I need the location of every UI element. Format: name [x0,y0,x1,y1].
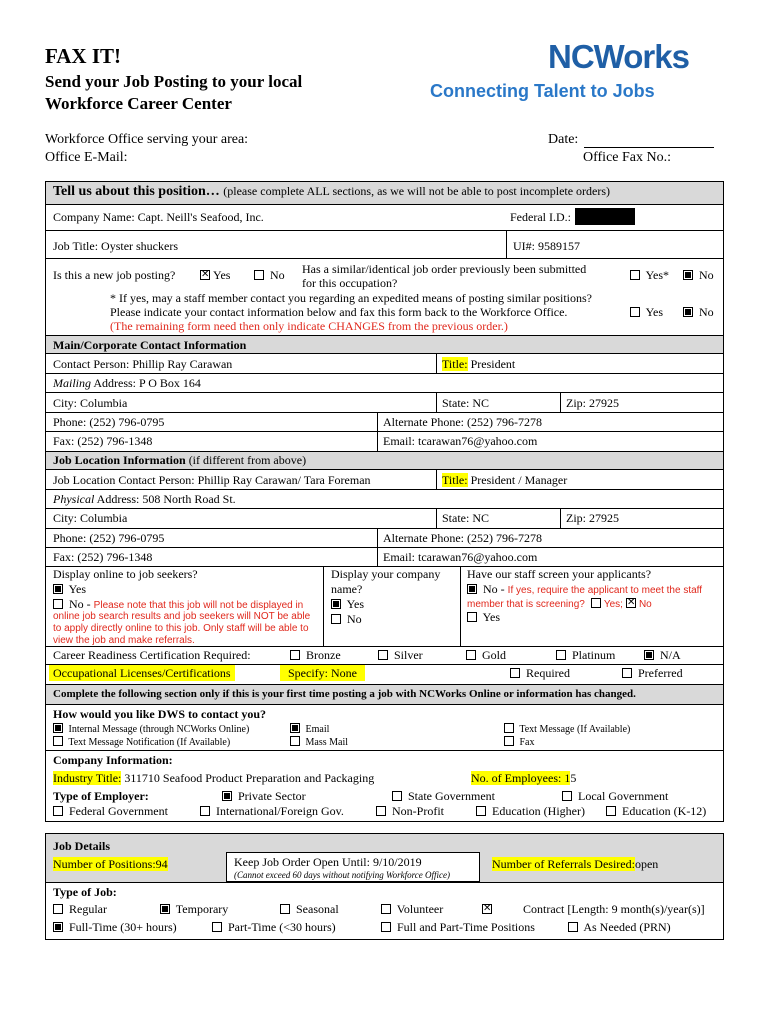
checkbox-icon[interactable] [568,922,578,932]
checkbox-icon[interactable] [53,599,63,609]
display-company-no[interactable]: No [331,612,362,627]
federal-id-label: Federal I.D.: [510,210,571,224]
screen-no[interactable]: No - If yes, require the applicant to meet the staff [467,582,702,597]
cert-bronze[interactable]: Bronze [290,648,341,663]
checkbox-icon[interactable] [467,612,477,622]
date-field-line[interactable] [584,147,714,148]
location-title: Title: President / Manager [442,473,568,487]
checkbox-icon[interactable] [290,736,300,746]
contact-yes[interactable]: Yes [630,305,663,320]
occ-specify: Specify: None [280,666,365,681]
job-type-as-needed[interactable]: As Needed (PRN) [568,920,671,935]
checkbox-icon[interactable] [280,904,290,914]
checkbox-icon[interactable] [556,650,566,660]
employer-intl-gov[interactable]: International/Foreign Gov. [200,804,344,819]
cert-na[interactable]: N/A [644,648,681,663]
checkbox-icon[interactable] [622,668,632,678]
career-readiness-label: Career Readiness Certification Required: [53,648,251,662]
job-type-temporary[interactable]: Temporary [160,902,228,917]
job-type-volunteer[interactable]: Volunteer [381,902,443,917]
location-phone: Phone: (252) 796-0795 [53,531,165,545]
employer-edu-k12[interactable]: Education (K-12) [606,804,706,819]
display-company-yes[interactable]: Yes [331,597,364,612]
checkbox-icon[interactable] [466,650,476,660]
company-name: Company Name: Capt. Neill's Seafood, Inc. [53,210,264,224]
checkbox-icon[interactable] [212,922,222,932]
employer-edu-higher[interactable]: Education (Higher) [476,804,585,819]
office-serving-label: Workforce Office serving your area: [45,132,249,147]
subtitle-line2: Workforce Career Center [45,94,232,113]
employer-local-gov[interactable]: Local Government [562,789,668,804]
main-email: Email: tcarawan76@yahoo.com [383,434,538,448]
checkbox-icon[interactable] [254,270,264,280]
occ-required[interactable]: Required [510,666,570,681]
main-title: Title: President [442,357,516,371]
form-title: FAX IT! [45,44,122,68]
screen-yes[interactable]: Yes [467,610,500,625]
checkbox-icon[interactable] [504,736,514,746]
company-info-heading: Company Information: [53,753,173,767]
main-fax: Fax: (252) 796-1348 [53,434,153,448]
checkbox-icon[interactable] [562,791,572,801]
industry-title: Industry Title: 311710 Seafood Product Preparation and Packaging [53,771,375,785]
checkbox-icon[interactable] [591,598,601,608]
contact-person: Contact Person: Phillip Ray Carawan [53,357,233,371]
checkbox-icon[interactable] [630,307,640,317]
logo-tagline: Connecting Talent to Jobs [430,81,655,101]
checkbox-icon[interactable] [53,584,63,594]
location-state: State: NC [442,511,489,525]
similar-no[interactable]: No [683,268,714,283]
keep-open-until: Keep Job Order Open Until: 9/10/2019 [234,855,422,869]
date-label: Date: [548,132,579,147]
number-of-positions: Number of Positions:94 [53,857,168,871]
checkbox-icon[interactable] [467,584,477,594]
main-phone: Phone: (252) 796-0795 [53,415,165,429]
display-company-question1: Display your company [331,567,441,581]
main-contact-heading: Main/Corporate Contact Information [53,338,247,352]
physical-address: Physical Address: 508 North Road St. [53,492,236,506]
office-email-label: Office E-Mail: [45,150,128,165]
new-posting-question: Is this a new job posting? [53,268,176,282]
job-type-full-time[interactable]: Full-Time (30+ hours) [53,920,177,935]
checkbox-icon[interactable] [200,806,210,816]
checkbox-icon[interactable] [53,723,63,733]
employer-nonprofit[interactable]: Non-Profit [376,804,444,819]
checkbox-icon[interactable] [683,307,693,317]
display-online-question: Display online to job seekers? [53,567,198,581]
job-location-heading: Job Location Information (if different from above) [53,453,307,467]
checkbox-icon[interactable] [53,736,63,746]
employer-type-label: Type of Employer: [53,789,149,803]
checkbox-icon[interactable] [160,904,170,914]
cert-gold[interactable]: Gold [466,648,506,663]
occ-licenses: Occupational Licenses/Certifications [49,666,235,681]
checkbox-icon[interactable] [222,791,232,801]
checkbox-icon[interactable] [683,270,693,280]
cert-platinum[interactable]: Platinum [556,648,615,663]
location-fax: Fax: (252) 796-1348 [53,550,153,564]
similar-yes[interactable]: Yes* [630,268,669,283]
online-note3: to apply directly online to this job. Only staff will be able to [53,623,309,634]
location-email: Email: tcarawan76@yahoo.com [383,550,538,564]
checkbox-icon[interactable] [381,904,391,914]
new-posting-no[interactable]: No [254,268,285,283]
employer-state-gov[interactable]: State Government [392,789,495,804]
contact-fax[interactable]: Fax [504,736,535,748]
contact-note2: Please indicate your contact information below and fax this form back to the Workforce Office. [110,305,568,319]
employer-federal-gov[interactable]: Federal Government [53,804,168,819]
location-zip: Zip: 27925 [566,511,619,525]
job-type-full-part[interactable]: Full and Part-Time Positions [381,920,535,935]
job-type-seasonal[interactable]: Seasonal [280,902,339,917]
keep-open-note: (Cannot exceed 60 days without notifying Workforce Office) [234,870,451,880]
first-time-banner: Complete the following section only if this is your first time posting a job with NCWorks Online or information has changed. [53,688,636,700]
checkbox-icon[interactable] [482,904,492,914]
federal-id-redaction [575,208,635,225]
contact-note3: (The remaining form need then only indicate CHANGES from the previous order.) [110,319,508,333]
employer-private[interactable]: Private Sector [222,789,306,804]
checkbox-icon[interactable] [290,650,300,660]
number-of-employees: No. of Employees: 15 [471,771,577,785]
dws-contact-question: How would you like DWS to contact you? [53,707,267,721]
job-type-contract[interactable]: ✕ Contract [Length: 9 month(s)/year(s)] [482,902,705,917]
main-alt-phone: Alternate Phone: (252) 796-7278 [383,415,542,429]
checkbox-icon[interactable] [53,806,63,816]
job-type-label: Type of Job: [53,885,117,899]
online-note4: view the job and make referrals. [53,635,195,646]
main-state: State: NC [442,396,489,410]
occ-preferred[interactable]: Preferred [622,666,683,681]
subtitle-line1: Send your Job Posting to your local [45,72,303,91]
checkbox-icon[interactable] [53,922,63,932]
checkbox-icon[interactable] [504,723,514,733]
checkbox-icon[interactable] [53,904,63,914]
similar-question-line2: for this occupation? [302,276,398,290]
checkbox-icon[interactable] [200,270,210,280]
job-title: Job Title: Oyster shuckers [53,239,179,253]
checkbox-icon[interactable] [331,599,341,609]
referrals-desired: Number of Referrals Desired:open [492,857,659,871]
position-heading: Tell us about this position… (please complete ALL sections, as we will not be able to post incomplete orders) [53,184,611,199]
ncworks-logo: NCWorks [548,38,689,75]
checkbox-icon[interactable] [644,650,654,660]
cert-silver[interactable]: Silver [378,648,423,663]
main-zip: Zip: 27925 [566,396,619,410]
contact-no[interactable]: No [683,305,714,320]
location-alt-phone: Alternate Phone: (252) 796-7278 [383,531,542,545]
checkbox-icon[interactable] [630,270,640,280]
new-posting-yes[interactable]: ✕ Yes [200,268,230,283]
job-type-regular[interactable]: Regular [53,902,107,917]
screen-question: Have our staff screen your applicants? [467,567,652,581]
contact-mass-mail[interactable]: Mass Mail [290,736,348,748]
ui-number: UI#: 9589157 [513,239,580,253]
contact-note1: * If yes, may a staff member contact you regarding an expedited means of posting similar positions? [110,291,592,305]
job-type-part-time[interactable]: Part-Time (<30 hours) [212,920,336,935]
contact-email[interactable]: Email [290,723,329,735]
location-contact-person: Job Location Contact Person: Phillip Ray Carawan/ Tara Foreman [53,473,371,487]
similar-question-line1: Has a similar/identical job order previously been submitted [302,262,587,276]
location-city: City: Columbia [53,511,128,525]
screen-note2: member that is screening? Yes; ✕ No [467,596,652,611]
checkbox-icon[interactable] [378,650,388,660]
display-online-yes[interactable]: Yes [53,582,86,597]
checkbox-icon[interactable] [290,723,300,733]
contact-text-notification[interactable]: Text Message Notification (If Available) [53,736,230,748]
office-fax-label: Office Fax No.: [583,150,671,165]
checkbox-icon[interactable] [606,806,616,816]
mailing-address: Mailing Address: P O Box 164 [53,376,201,390]
checkbox-icon[interactable] [510,668,520,678]
checkbox-icon[interactable] [376,806,386,816]
checkbox-icon[interactable] [381,922,391,932]
checkbox-icon[interactable] [476,806,486,816]
checkbox-icon[interactable] [392,791,402,801]
online-note2: online job search results and job seekers will NOT be able [53,611,311,622]
job-details-heading: Job Details [53,839,110,853]
contact-internal-message[interactable]: Internal Message (through NCWorks Online) [53,723,249,735]
display-company-question2: name? [331,582,363,596]
display-online-no[interactable]: No - Please note that this job will not be displayed in [53,597,303,612]
contact-text-message[interactable]: Text Message (If Available) [504,723,630,735]
checkbox-icon[interactable] [331,614,341,624]
main-city: City: Columbia [53,396,128,410]
checkbox-icon[interactable] [626,598,636,608]
